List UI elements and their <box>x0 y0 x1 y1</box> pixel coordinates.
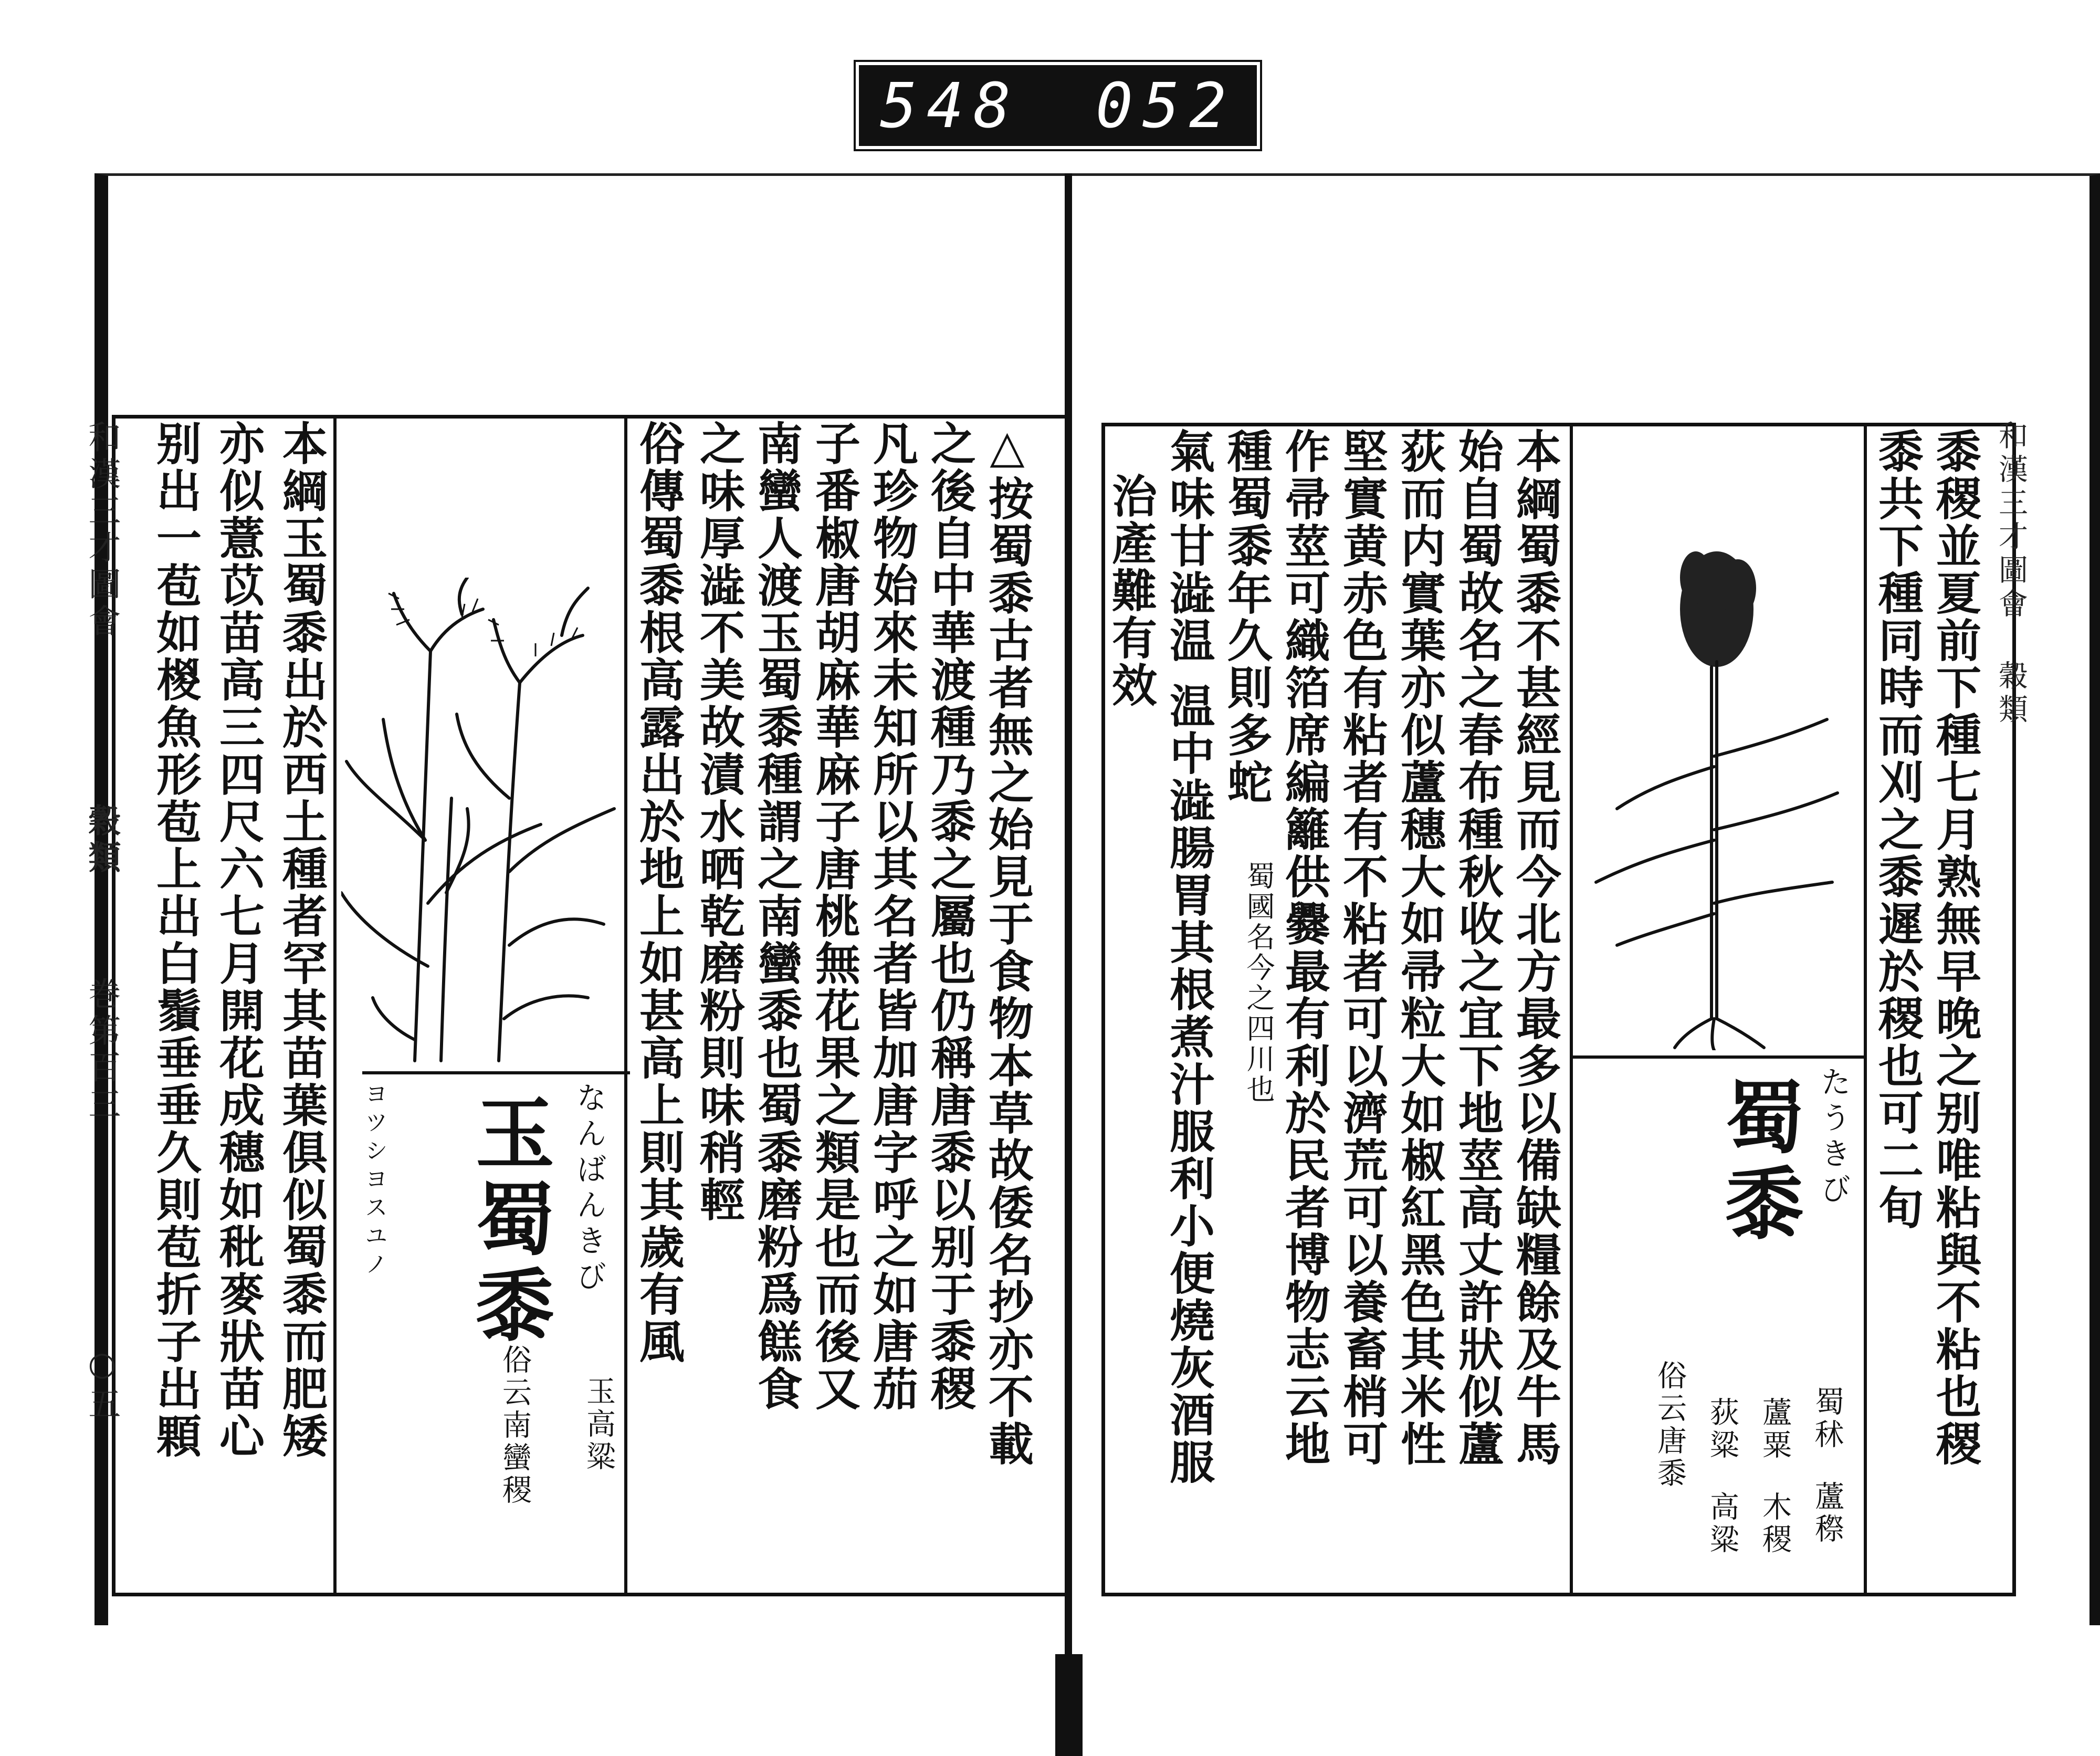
left-note-col-7: 俗傳蜀黍根高露出於地上如甚高上則其歲有風 <box>632 420 685 1365</box>
left-margin-volume: 巻第百三 <box>83 977 121 1124</box>
spine-foot <box>1055 1654 1083 1756</box>
right-synonym-1: 蜀秫 <box>1810 1386 1844 1451</box>
left-margin-folio: ○五 <box>83 1344 121 1424</box>
right-text-col-9: 治產難有效 <box>1104 473 1157 709</box>
right-note-small: 蜀國名今之四川也 <box>1242 861 1275 1105</box>
right-text-col-4: 堅實黄赤色有粘者有不粘者可以濟荒可以養畜梢可 <box>1335 428 1388 1468</box>
right-entry-title: 蜀黍 <box>1712 1076 1804 1249</box>
right-text-col-3: 荻而内實葉亦似蘆穗大如帚粒大如椒紅黑色其米性 <box>1393 428 1446 1468</box>
right-synonym-6: 高粱 <box>1705 1491 1739 1556</box>
left-note-col-5: 南蠻人渡玉蜀黍種謂之南蠻黍也蜀黍磨粉爲餻食 <box>750 420 803 1413</box>
left-synonym-1: 玉高粱 <box>582 1376 616 1473</box>
left-margin-title: 和漢三才圖會 <box>83 420 121 641</box>
left-margin-section: 穀類 <box>83 803 121 877</box>
catalog-left-number: 548 <box>880 69 1021 142</box>
left-kana-reading: なんばんきび <box>571 1082 607 1296</box>
right-synonym-5: 荻粱 <box>1705 1397 1739 1462</box>
sorghum-plant-illustration <box>1586 546 1848 1050</box>
right-text-col-5: 作帚莖可織箔席編籬供爨最有利於民者博物志云地 <box>1277 428 1330 1468</box>
left-text-col-3: 别出一苞如椶魚形苞上出白鬚垂垂久則苞折子出顆 <box>149 420 202 1460</box>
left-synonym-2: 俗云南蠻稷 <box>498 1344 532 1507</box>
left-text-col-2: 亦似薏苡苗高三四尺六七月開花成穗如秕麥狀苗心 <box>212 420 265 1460</box>
catalog-right-number: 052 <box>1095 69 1236 142</box>
right-synonym-2: 蘆穄 <box>1810 1481 1844 1546</box>
left-kana-reading-2: ヨツシヨスユノ <box>361 1082 387 1280</box>
right-text-col-7: 氣味甘澁温 <box>1162 428 1215 664</box>
left-text-col-1: 本綱玉蜀黍出於西土種者罕其苗葉俱似蜀黍而肥矮 <box>275 420 328 1460</box>
right-synonym-7: 俗云唐黍 <box>1653 1360 1687 1490</box>
right-synonym-4: 木稷 <box>1758 1491 1792 1556</box>
right-synonym-3: 蘆粟 <box>1758 1397 1792 1462</box>
left-note-col-6: 之味厚澁不美故漬水晒乾磨粉則味稍輕 <box>692 420 745 1224</box>
right-top-divider <box>1864 425 1867 1594</box>
catalog-label <box>856 62 1260 149</box>
right-text-col-6: 種蜀黍年久則多蛇 <box>1220 428 1273 806</box>
left-note-col-1: △按蜀黍古者無之始見于食物本草故倭名抄亦不載 <box>981 420 1034 1468</box>
right-illustration-divider <box>1572 1055 1864 1059</box>
left-note-col-3: 凡珍物始來未知所以其名者皆加唐字呼之如唐茄 <box>865 420 918 1413</box>
right-top-col-1: 黍稷並夏前下種七月熟無早晚之别唯粘與不粘也稷 <box>1928 428 1981 1468</box>
left-note-col-2: 之後自中華渡種乃黍之屬也仍稱唐黍以别于黍稷 <box>923 420 976 1413</box>
right-kana-reading: たうきび <box>1815 1066 1851 1209</box>
right-margin-edge: 和漢三才圖會 穀類 <box>1994 420 2028 727</box>
right-top-col-2: 黍共下種同時而刈之黍遲於稷也可二旬 <box>1871 428 1924 1231</box>
right-text-col-8: 温中澁腸胃其根煮汁服利小便燒灰酒服 <box>1162 683 1215 1486</box>
right-text-col-2: 始自蜀故名之春布種秋收之宜下地莖高丈許狀似蘆 <box>1451 428 1504 1468</box>
right-text-col-1: 本綱蜀黍不甚經見而今北方最多以備缺糧餘及牛馬 <box>1508 428 1561 1468</box>
left-illustration-divider <box>362 1071 630 1074</box>
left-entry-title: 玉蜀黍 <box>462 1092 554 1351</box>
left-note-col-4: 子番椒唐胡麻華麻子唐桃無花果之類是也而後又 <box>807 420 860 1413</box>
corn-plant-illustration <box>341 578 625 1071</box>
